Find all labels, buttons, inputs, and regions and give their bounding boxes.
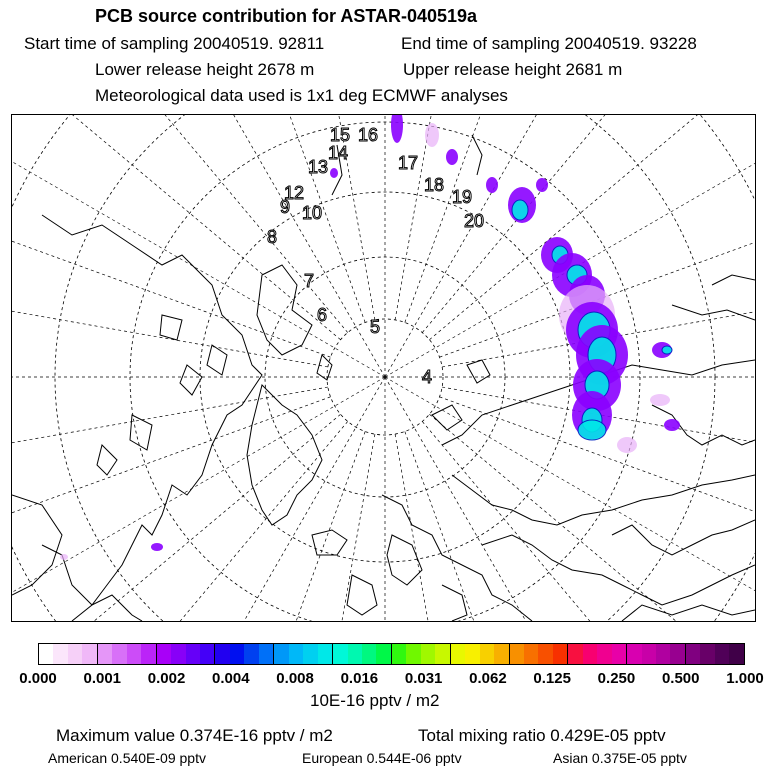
track-label-17: 17 [398,153,419,173]
colorbar-segment-10 [186,644,200,664]
plume-blob-28 [330,168,338,178]
colorbar-segment-33 [524,644,538,664]
colorbar-segment-2 [68,644,82,664]
colorbar-unit: 10E-16 pptv / m2 [310,691,440,710]
colorbar-segment-26 [421,644,435,664]
colorbar-segment-29 [465,644,479,664]
colorbar-segment-41 [642,644,656,664]
plume-blob-0 [391,115,403,143]
colorbar-segment-34 [538,644,552,664]
meridian-line-3 [385,377,755,621]
track-label-7: 7 [304,271,315,291]
colorbar-tick-0: 0.000 [19,670,57,687]
meridian-line-13 [12,421,348,621]
track-label-12: 12 [284,183,305,203]
plume-blob-5 [512,200,528,220]
colorbar-segment-17 [289,644,303,664]
colorbar-segment-15 [259,644,274,664]
track-label-6: 6 [317,305,328,325]
colorbar-segment-13 [230,644,244,664]
colorbar-segment-16 [274,644,288,664]
colorbar-segment-19 [318,644,333,664]
colorbar-tick-10: 0.500 [661,670,700,687]
track-label-4: 4 [422,367,433,387]
colorbar-segment-40 [627,644,641,664]
plume-blob-29 [617,437,637,453]
track-label-9: 9 [280,197,291,217]
track-label-5: 5 [370,317,381,337]
plume-blob-25 [650,394,670,406]
lower-release-label: Lower release height 2678 m [95,60,315,79]
upper-release-label: Upper release height 2681 m [403,60,623,79]
colorbar-tick-5: 0.016 [340,670,379,687]
colorbar-segment-14 [244,644,258,664]
map-canvas [12,115,755,621]
meridian-line-7 [405,432,625,621]
european-contribution: European 0.544E-06 pptv [302,750,462,766]
colorbar-segment-38 [597,644,611,664]
colorbar-segment-36 [568,644,582,664]
meridian-line-16 [12,397,330,617]
track-label-10: 10 [302,203,323,223]
meridian-line-20 [12,138,330,358]
track-label-15: 15 [330,125,351,145]
colorbar-tick-7: 0.062 [469,670,507,687]
meridian-line-4 [429,414,755,621]
colorbar-segment-25 [406,644,420,664]
colorbar-tick-2: 0.002 [147,670,186,687]
colorbar [38,643,745,665]
track-label-13: 13 [308,157,329,177]
colorbar-segment-45 [700,644,714,664]
colorbar-segment-31 [494,644,509,664]
track-label-14: 14 [328,143,349,163]
plume-blob-3 [486,177,498,193]
american-contribution: American 0.540E-09 pptv [48,750,206,766]
latitude-circle-5 [12,115,755,621]
plume-blob-23 [662,346,672,354]
colorbar-segment-11 [200,644,215,664]
colorbar-tick-1: 0.001 [83,670,122,687]
colorbar-segment-37 [583,644,597,664]
map-title: PCB source contribution for ASTAR-040519a [95,6,478,26]
meridian-line-6 [385,377,735,621]
plume-blob-1 [425,123,439,147]
meridian-line-8 [395,434,506,621]
colorbar-segment-43 [670,644,685,664]
colorbar-segment-39 [612,644,627,664]
colorbar-segment-46 [715,644,729,664]
meridian-line-12 [35,377,385,621]
colorbar-segment-7 [141,644,156,664]
colorbar-tick-4: 0.008 [276,670,314,687]
colorbar-segment-44 [686,644,700,664]
meridian-line-15 [12,377,385,621]
colorbar-segment-27 [435,644,450,664]
track-label-19: 19 [452,187,473,207]
meridian-line-19 [12,255,328,366]
colorbar-segment-35 [553,644,568,664]
colorbar-segment-6 [127,644,141,664]
meridian-line-11 [146,432,366,621]
colorbar-segment-21 [348,644,362,664]
colorbar-segment-5 [112,644,126,664]
pcb-plume [60,115,680,560]
colorbar-tick-3: 0.004 [212,670,250,687]
maximum-value: Maximum value 0.374E-16 pptv / m2 [56,726,333,745]
end-time-label: End time of sampling 20040519. 93228 [401,34,697,53]
track-label-16: 16 [358,125,379,145]
track-label-18: 18 [424,175,445,195]
meridian-line-23 [12,115,351,333]
colorbar-segment-32 [510,644,524,664]
colorbar-tick-9: 0.250 [597,670,636,687]
colorbar-segment-47 [729,644,743,664]
colorbar-segment-23 [376,644,391,664]
colorbar-segment-28 [451,644,465,664]
plume-blob-2 [446,149,458,165]
asian-contribution: Asian 0.375E-05 pptv [553,750,687,766]
colorbar-segment-42 [656,644,670,664]
graticule [12,115,755,621]
meridian-line-10 [263,434,374,621]
track-label-20: 20 [464,211,485,231]
colorbar-segment-0 [39,644,53,664]
colorbar-segment-8 [157,644,171,664]
colorbar-segment-1 [53,644,67,664]
colorbar-segment-4 [98,644,112,664]
met-data-label: Meteorological data used is 1x1 deg ECMWF analyses [95,86,508,105]
plume-blob-27 [60,554,68,560]
start-time-label: Start time of sampling 20040519. 92811 [24,34,325,53]
plume-blob-26 [151,543,163,551]
colorbar-segment-9 [171,644,185,664]
colorbar-segment-18 [303,644,317,664]
colorbar-tick-11: 1.000 [726,670,764,687]
plume-blob-24 [664,419,680,431]
colorbar-segment-20 [333,644,347,664]
plume-blob-6 [536,178,548,192]
plume-blob-21 [578,420,606,440]
polar-map [11,114,756,622]
colorbar-segment-12 [215,644,229,664]
colorbar-tick-6: 0.031 [404,670,443,687]
colorbar-segment-3 [82,644,97,664]
colorbar-segment-22 [362,644,376,664]
colorbar-tick-8: 0.125 [533,670,571,687]
colorbar-segment-30 [480,644,494,664]
track-label-8: 8 [267,227,278,247]
meridian-line-14 [12,414,341,621]
total-mixing-ratio: Total mixing ratio 0.429E-05 pptv [418,726,666,745]
colorbar-segment-24 [392,644,406,664]
